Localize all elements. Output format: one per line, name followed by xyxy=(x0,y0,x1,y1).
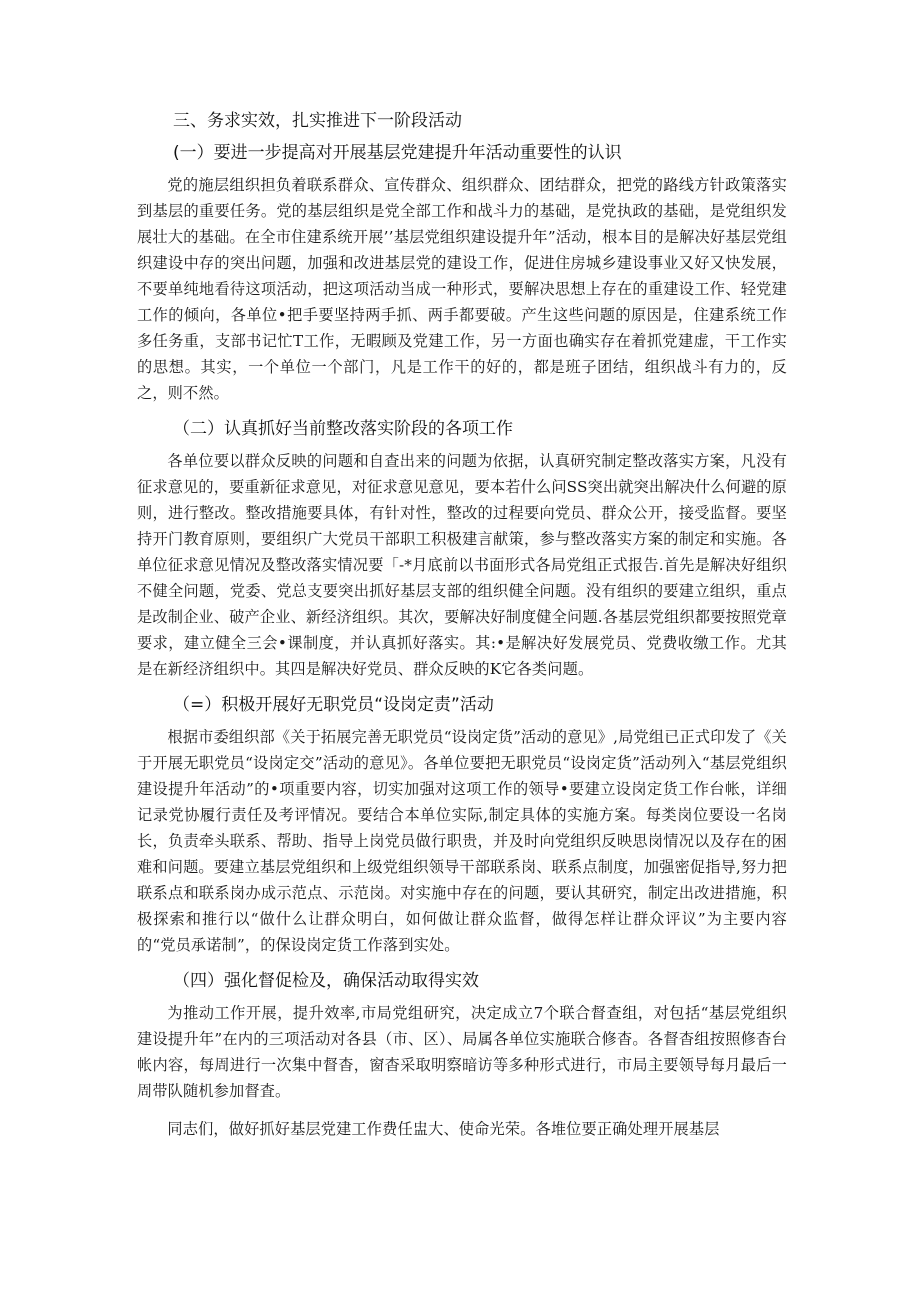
subsection-heading-3: （=）积极开展好无职党员“设岗定责”活动 xyxy=(173,695,494,715)
subsection-paragraph-4: 为推动工作开展，提升效率,市局党组研究，决定成立7个联合督查组，对包括“基层党组织建设提升年”在内的三项活动对各县（市、区）、局属各单位实施联合修杳。各督杳组按照修杳台帐内容，每周进行一次集中督杳，窗杳采取明察暗访等多种形式进行，市局主要领导每月最后一周带队随机参加督査。 xyxy=(137,1004,787,1100)
closing-paragraph: 同志们，做好抓好基层党建工作费任盅大、使命光荣。各堆位要正确处理开展基层 xyxy=(167,1120,720,1138)
subsection-paragraph-3: 根据市委组织部《关于拓展完善无职党员“设岗定货”活动的意见》,局党组已正式印发了《关于开展无职党员“设岗定交”活动的意见》。各单位要把无职党员“设岗定货”活动列入“基层党组织建设提升年活动”的•项重要内容，切实加强对这项工作的领导•要建立设岗定货工作台帐，详细记录党协履行责任及考评情况。要结合本单位实际,制定具体的实施方案。每类岗位要设一名岗长，负责牵头联系、帮助、指导上岗党员做行职贵，并及时向党组织反映思岗情况以及存在的困难和问题。要建立基层党组织和上级党组织领导干部联系岗、联系点制度，加强密促指导,努力把联系点和联系岗办成示范点、示范岗。对实施中存在的问题，要认其研究，制定出改进措施，积极探索和推行以“做什么让群众明白，如何做让群众监督，做得怎样让群众评议”为主要内容的“党员承诺制”，的保设岗定货工作落到实处。 xyxy=(137,728,787,954)
subsection-paragraph-2: 各单位要以群众反映的问题和自查出来的问题为依据，认真研究制定整改落实方案，凡没有征求意见的，要重新征求意见，对征求意见意见，要本若什么问SS突出就突出解决什么何避的原则，进行整改。整改措施要具体，有针对性，整改的过程要向党员、群众公开，接受监督。要坚持开门教育原则，要组织广大党员干部职工积极建言献策，参与整改落实方案的制定和实施。各单位征求意见情况及整改落实情况要「-*月底前以书面形式各局党组正式报告.首先是解决好组织不健全问题，党委、党总支要突出抓好基层支部的组织健全问题。没有组织的要建立组织，重点是改制企业、破产企业、新经济组织。其次，要解决好制度健全问题.各基层党组织都要按照党章要求，建立健全三会•课制度，并认真抓好落实。其:•是解决好发展党员、党费收缴工作。尤其是在新经济组织中。其四是解决好党员、群众反映的K它各类问题。 xyxy=(137,452,787,678)
subsection-heading-4: （四）强化督促检及，确保活动取得实效 xyxy=(173,971,479,991)
section-title: 三、务求实效，扎实推进下一阶段活动 xyxy=(173,111,462,131)
subsection-heading-1: (一）要进一步提高对开展基层党建提升年活动重要性的认识 xyxy=(173,143,622,163)
document-body xyxy=(137,108,787,1142)
subsection-paragraph-1: 党的施层组织担负着联系群众、宣传群众、组织群众、团结群众，把党的路线方针政策落实到基层的重要任务。党的基层组织是党全部工作和战斗力的基础，是党执政的基础，是党组织发展壮大的基础。在全市住建系统开展’’基层党组织建设提升年”活动，根本目的是解决好基层党组织建设中存的突出问题，加强和改进基层党的建设工作，促进住房城乡建设事业又好又快发展，不要单纯地看待这项活动，把这项活动当成一种形式，要解决思想上存在的重建设工作、轻党建工作的倾向，各单位•把手要坚持两手抓、两手都要破。产生这些问题的原因是，住建系统工作多任务重，支部书记忙T工作，无暇顾及党建工作，另一方面也确实存在着抓党建虚，干工作实的思想。其实，一个单位一个部门，凡是工作干的好的，都是班子团结，组织战斗有力的，反之，则不然。 xyxy=(137,176,787,402)
subsection-heading-2: （二）认真抓好当前整改落实阶段的各项工作 xyxy=(173,419,513,439)
